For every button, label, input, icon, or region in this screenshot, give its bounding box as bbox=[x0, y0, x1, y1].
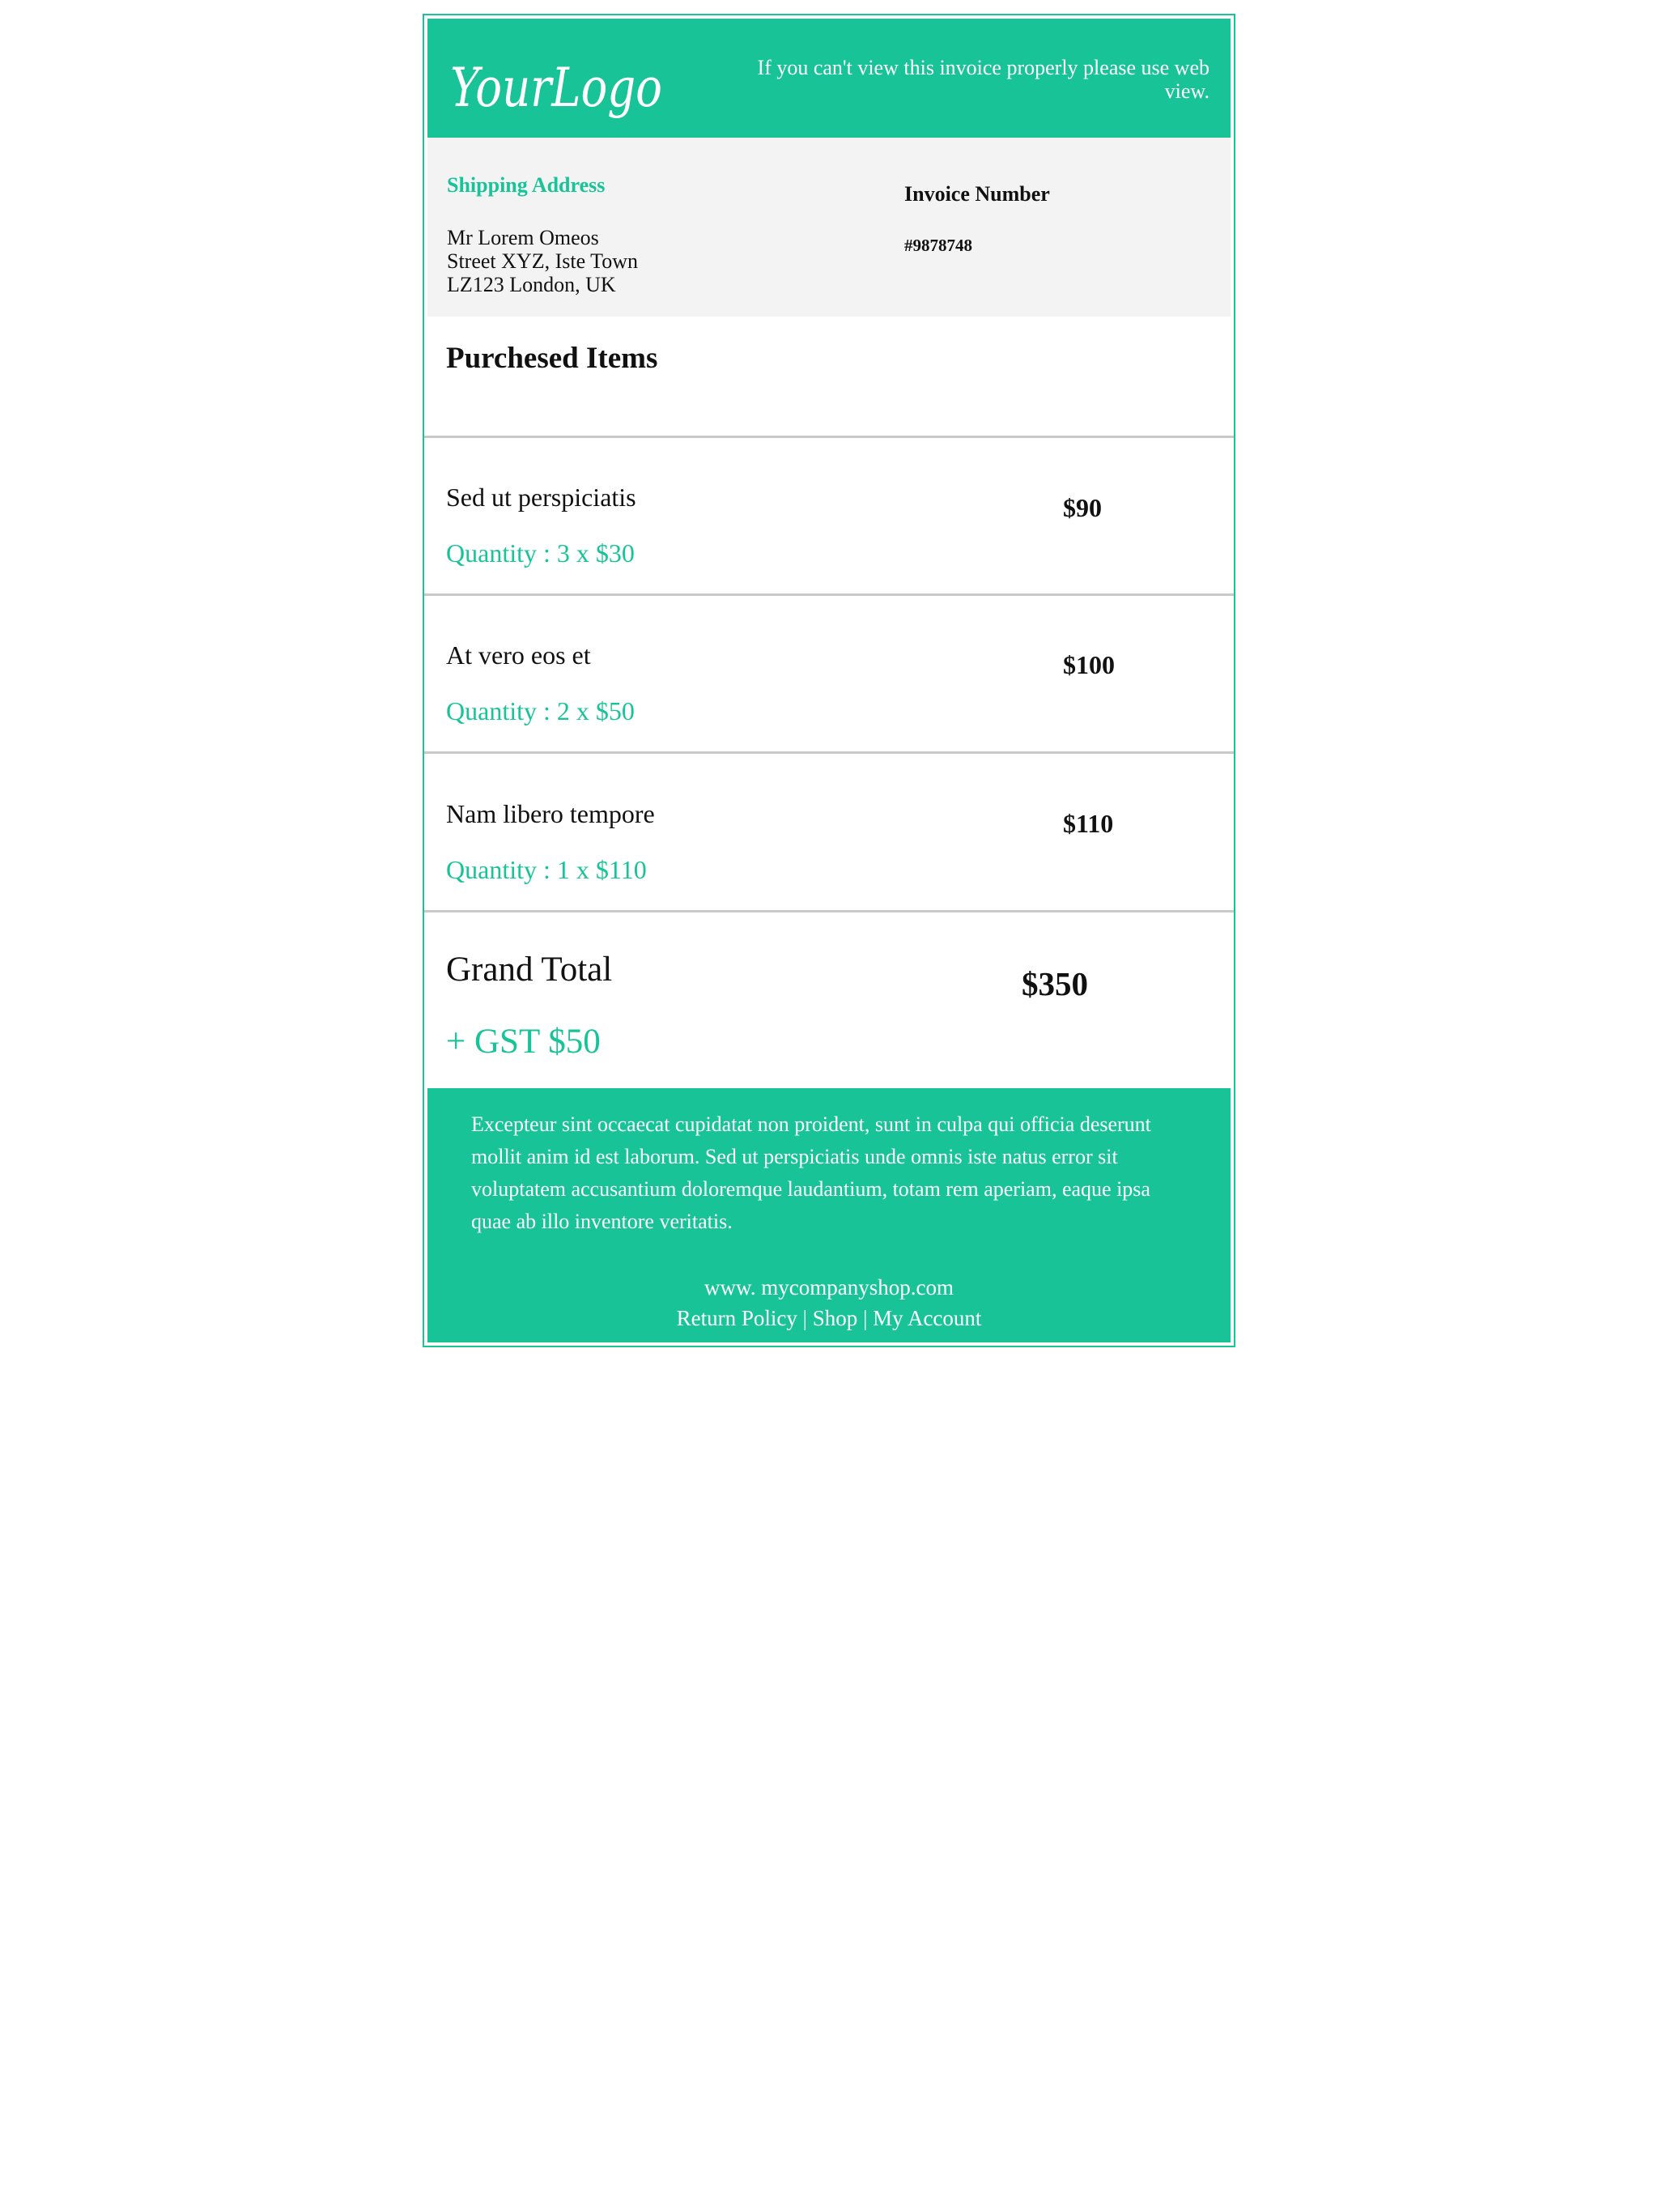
footer-website bbox=[427, 1273, 1231, 1302]
return-policy-link[interactable]: Return Policy bbox=[676, 1306, 797, 1330]
item-quantity: Quantity : 2 x $50 bbox=[446, 696, 635, 725]
shipping-city: LZ123 London, UK bbox=[447, 273, 616, 296]
purchased-items-title: Purchesed Items bbox=[446, 342, 658, 375]
divider bbox=[424, 910, 1234, 912]
my-account-link[interactable]: My Account bbox=[873, 1306, 982, 1330]
invoice-number-title: Invoice Number bbox=[904, 182, 1050, 206]
shipping-name: Mr Lorem Omeos bbox=[447, 226, 599, 249]
web-view-note: If you can't view this invoice properly please use web view. bbox=[757, 56, 1209, 103]
divider bbox=[424, 751, 1234, 754]
shipping-street: Street XYZ, Iste Town bbox=[447, 249, 638, 273]
shipping-address bbox=[447, 226, 638, 296]
item-quantity: Quantity : 3 x $30 bbox=[446, 538, 635, 568]
item-price: $90 bbox=[1063, 493, 1102, 522]
item-name: At vero eos et bbox=[446, 640, 591, 670]
footer-text: Excepteur sint occaecat cupidatat non proident, sunt in culpa qui officia deserunt mollit anim id est laborum. Sed ut perspiciatis unde omnis iste natus error sit voluptatem accusantium doloremque laudantium, totam rem aperiam, eaque ipsa quae ab illo inventore veritatis. bbox=[471, 1112, 1151, 1233]
link-separator: | bbox=[857, 1306, 874, 1330]
invoice-header bbox=[427, 19, 1231, 138]
invoice-card bbox=[423, 14, 1235, 1347]
company-logo bbox=[449, 38, 675, 135]
website-link[interactable]: www. mycompanyshop.com bbox=[704, 1275, 954, 1300]
svg-text:YourLogo: YourLogo bbox=[450, 57, 662, 119]
item-quantity: Quantity : 1 x $110 bbox=[446, 855, 647, 884]
divider bbox=[424, 593, 1234, 596]
item-name: Nam libero tempore bbox=[446, 799, 655, 828]
item-name: Sed ut perspiciatis bbox=[446, 483, 636, 512]
invoice-footer bbox=[427, 1088, 1231, 1342]
shop-link[interactable]: Shop bbox=[812, 1306, 858, 1330]
link-separator: | bbox=[797, 1306, 813, 1330]
item-price: $110 bbox=[1063, 809, 1114, 838]
grand-total-value: $350 bbox=[1022, 965, 1088, 1002]
item-price: $100 bbox=[1063, 650, 1115, 679]
grand-total-label: Grand Total bbox=[446, 951, 613, 989]
footer-links bbox=[427, 1304, 1231, 1333]
shipping-address-title: Shipping Address bbox=[447, 173, 606, 197]
invoice-number: #9878748 bbox=[904, 236, 972, 255]
divider bbox=[424, 436, 1234, 438]
gst-amount: + GST $50 bbox=[446, 1023, 601, 1061]
address-invoice-panel bbox=[427, 138, 1231, 317]
